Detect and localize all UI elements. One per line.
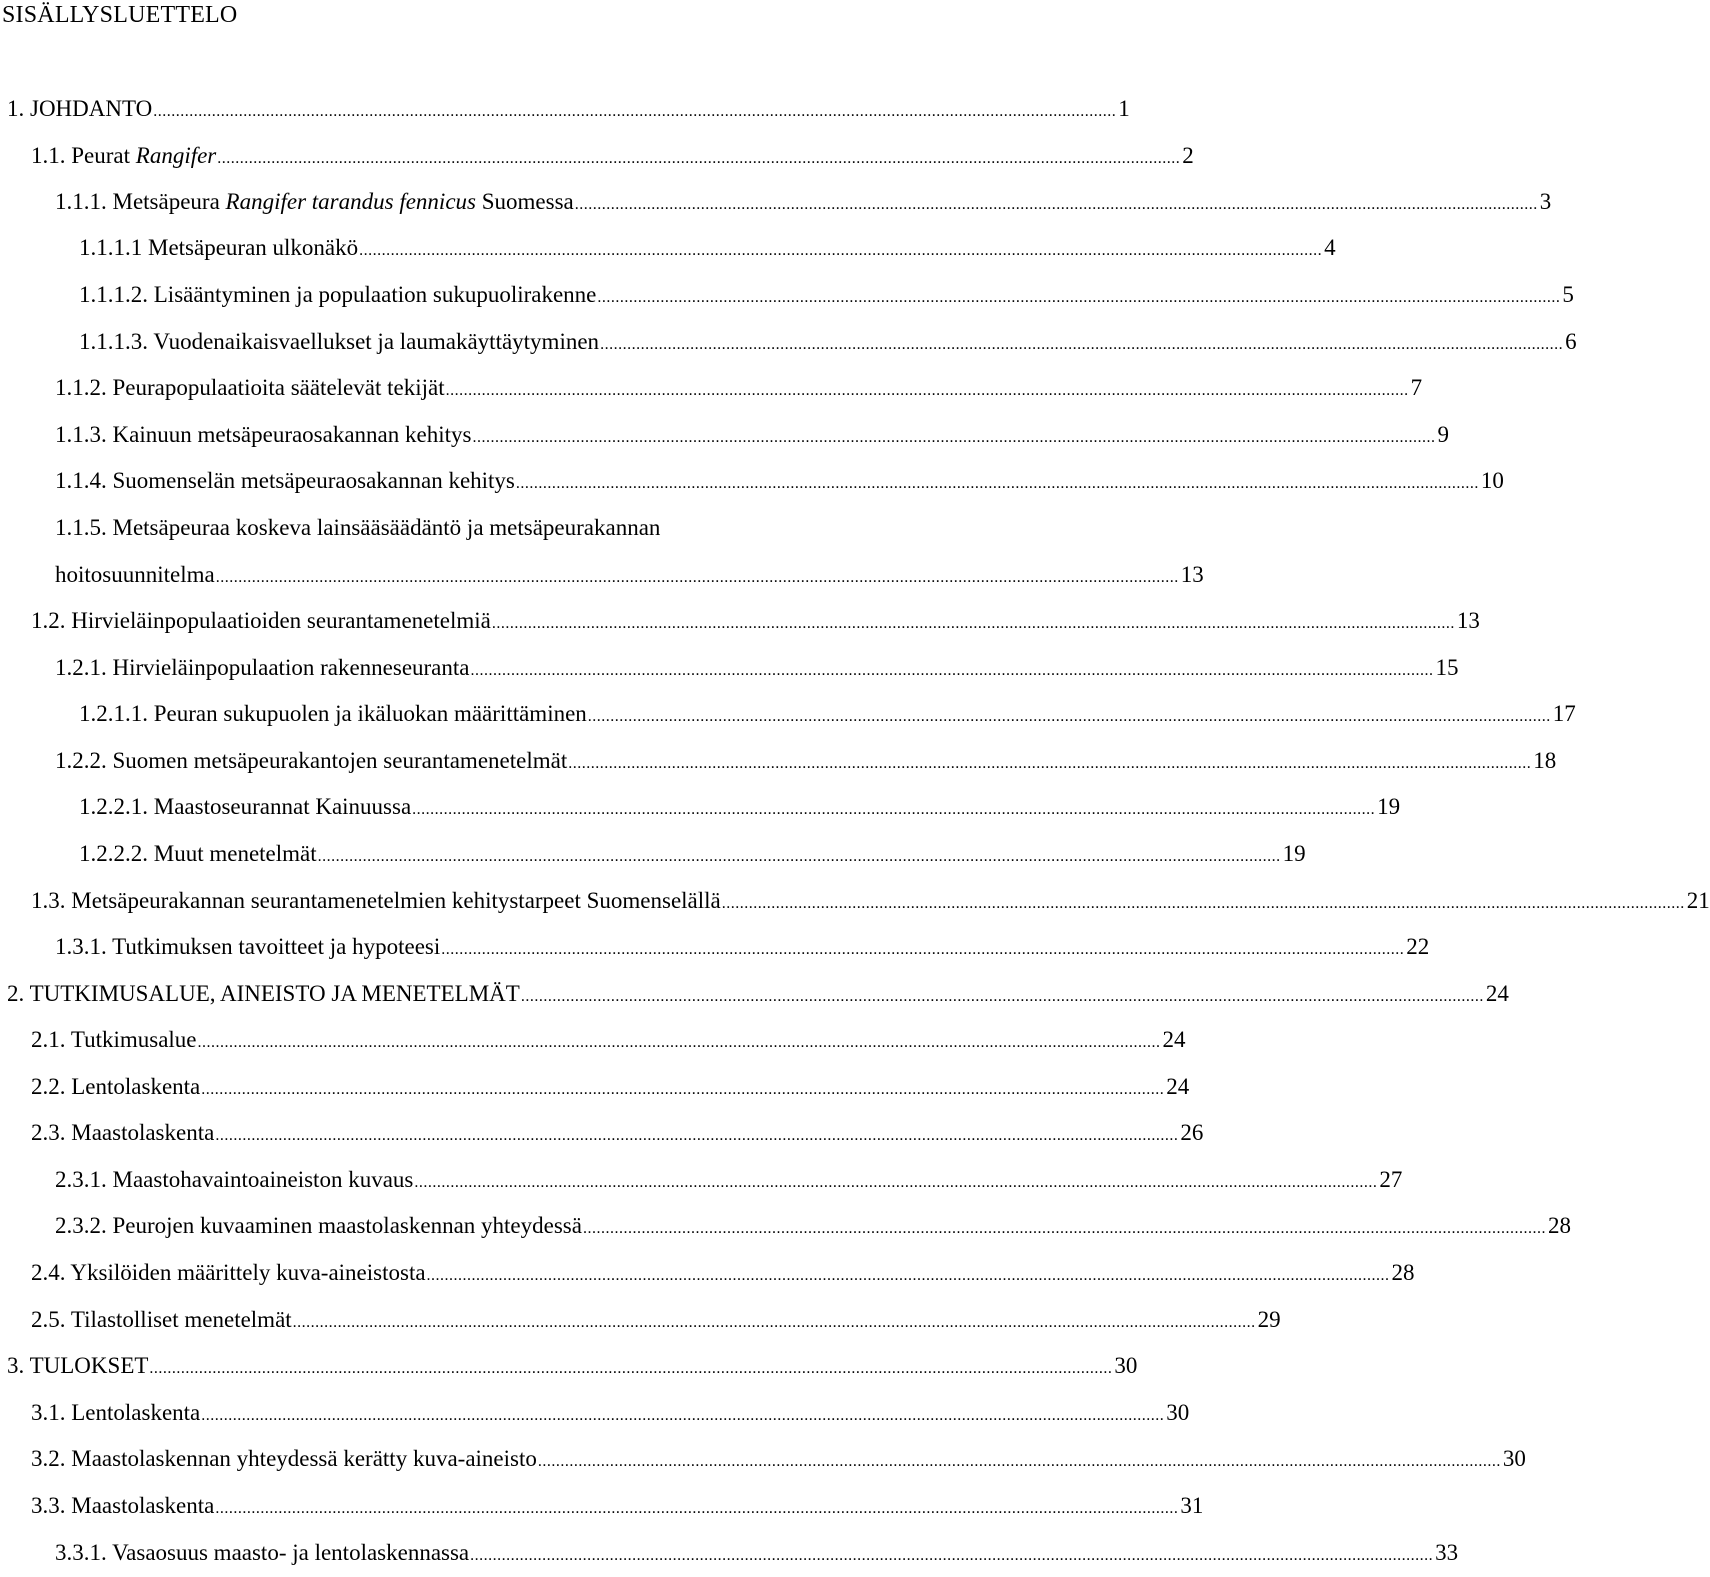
toc-page-number: 13 xyxy=(1456,608,1480,633)
dot-leader xyxy=(215,1494,1178,1524)
toc-page-number: 7 xyxy=(1410,375,1423,400)
toc-entry[interactable] xyxy=(0,1258,1415,1288)
dot-leader xyxy=(516,469,1479,499)
toc-entry-label: 1.1.1.2. Lisääntyminen ja populaation sukupuolirakenne xyxy=(79,282,597,307)
dot-leader xyxy=(471,656,1434,686)
toc-page-number: 3 xyxy=(1539,189,1552,214)
toc-entry[interactable] xyxy=(0,1351,1138,1381)
toc-page-number: 19 xyxy=(1377,794,1401,819)
toc-entry[interactable] xyxy=(0,1118,1204,1148)
toc-entry-label: 3.1. Lentolaskenta xyxy=(31,1400,201,1425)
toc-page-number: 26 xyxy=(1180,1120,1204,1145)
toc-entry-label: 1.3.1. Tutkimuksen tavoitteet ja hypoteesi xyxy=(55,934,441,959)
toc-entry[interactable] xyxy=(0,327,1577,357)
dot-leader xyxy=(583,1214,1546,1244)
toc-entry[interactable] xyxy=(0,187,1552,217)
dot-leader xyxy=(201,1401,1164,1431)
toc-entry[interactable] xyxy=(0,1072,1190,1102)
toc-entry-label: 1.1.3. Kainuun metsäpeuraosakannan kehitys xyxy=(55,422,472,447)
toc-entry[interactable] xyxy=(0,94,1130,124)
toc-entry-label: 1.1.1.3. Vuodenaikaisvaellukset ja laumakäyttäytyminen xyxy=(79,329,600,354)
toc-entry[interactable] xyxy=(0,560,1204,590)
toc-entry-label-continuation: hoitosuunnitelma xyxy=(55,562,215,587)
dot-leader xyxy=(215,1121,1178,1151)
toc-page-number: 4 xyxy=(1324,235,1336,260)
toc-entry-label: 1. JOHDANTO xyxy=(7,96,153,121)
toc-entry-label: 1.1.1.1 Metsäpeuran ulkonäkö xyxy=(79,235,359,260)
toc-entry-label: 3.2. Maastolaskennan yhteydessä kerätty kuva-aineisto xyxy=(31,1446,537,1471)
toc-entry-label: 3. TULOKSET xyxy=(7,1353,149,1378)
toc-page-number: 24 xyxy=(1485,981,1509,1006)
toc-page-number: 22 xyxy=(1406,934,1430,959)
dot-leader xyxy=(217,144,1180,174)
toc-entry-label: 1.2.1.1. Peuran sukupuolen ja ikäluokan määrittäminen xyxy=(79,701,587,726)
toc-page-number: 33 xyxy=(1435,1540,1459,1565)
toc-page-number: 1 xyxy=(1118,96,1130,121)
toc-entry[interactable] xyxy=(0,792,1401,822)
toc-entry-label: 1.1.4. Suomenselän metsäpeuraosakannan kehitys xyxy=(55,468,515,493)
toc-page-number: 31 xyxy=(1180,1493,1204,1518)
dot-leader xyxy=(597,283,1560,313)
toc-entry-label: 1.3. Metsäpeurakannan seurantamenetelmien kehitystarpeet Suomenselällä xyxy=(31,888,721,913)
dot-leader xyxy=(722,889,1685,919)
toc-entry[interactable] xyxy=(0,979,1509,1009)
toc-entry[interactable] xyxy=(0,1165,1403,1195)
toc-entry-label: 1.2.1. Hirvieläinpopulaation rakenneseuranta xyxy=(55,655,470,680)
toc-entry[interactable] xyxy=(0,420,1449,450)
toc-entry[interactable] xyxy=(0,141,1194,171)
toc-entry-label: 2.3. Maastolaskenta xyxy=(31,1120,215,1145)
toc-page-number: 24 xyxy=(1162,1027,1186,1052)
toc-entry-label: 1.1.1. Metsäpeura Rangifer tarandus fennicus Suomessa xyxy=(55,189,574,214)
toc-entry-label: 3.3. Maastolaskenta xyxy=(31,1493,215,1518)
toc-entry[interactable] xyxy=(0,373,1423,403)
dot-leader xyxy=(216,563,1179,593)
toc-entry[interactable] xyxy=(0,886,1710,916)
toc-entry-label: 1.1.2. Peurapopulaatioita säätelevät tekijät xyxy=(55,375,445,400)
toc-entry[interactable] xyxy=(0,466,1504,496)
toc-entry[interactable] xyxy=(0,699,1576,729)
dot-leader xyxy=(153,97,1116,127)
toc-entry-label: 2.1. Tutkimusalue xyxy=(31,1027,197,1052)
toc-page-number: 10 xyxy=(1480,468,1504,493)
toc-heading: SISÄLLYSLUETTELO xyxy=(2,2,238,28)
dot-leader xyxy=(412,795,1375,825)
toc-entry-label: 2. TUTKIMUSALUE, AINEISTO JA MENETELMÄT xyxy=(7,981,520,1006)
toc-entry-label: 1.1. Peurat Rangifer xyxy=(31,143,217,168)
toc-page-number: 19 xyxy=(1282,841,1306,866)
toc-entry-label: 2.5. Tilastolliset menetelmät xyxy=(31,1307,292,1332)
dot-leader xyxy=(359,236,1322,266)
toc-entry[interactable] xyxy=(0,839,1306,869)
dot-leader xyxy=(575,190,1538,220)
dot-leader xyxy=(538,1447,1501,1477)
toc-page-number: 28 xyxy=(1391,1260,1415,1285)
toc-page-number: 5 xyxy=(1562,282,1574,307)
toc-entry[interactable] xyxy=(0,1025,1186,1055)
toc-entry-label: 1.2. Hirvieläinpopulaatioiden seurantamenetelmiä xyxy=(31,608,491,633)
dot-leader xyxy=(149,1354,1112,1384)
toc-page-number: 21 xyxy=(1686,888,1710,913)
dot-leader xyxy=(588,702,1551,732)
toc-entry-label: 1.2.2.1. Maastoseurannat Kainuussa xyxy=(79,794,412,819)
toc-page-number: 30 xyxy=(1166,1400,1190,1425)
toc-entry[interactable] xyxy=(0,746,1557,776)
dot-leader xyxy=(198,1028,1161,1058)
toc-entry[interactable] xyxy=(0,233,1336,263)
toc-entry[interactable] xyxy=(0,1398,1190,1428)
toc-entry[interactable] xyxy=(0,606,1480,636)
toc-page-number: 17 xyxy=(1552,701,1576,726)
toc-entry[interactable] xyxy=(0,653,1459,683)
toc-entry-label-first-line[interactable]: 1.1.5. Metsäpeuraa koskeva lainsääsäädäntö ja metsäpeurakannan xyxy=(55,515,661,540)
dot-leader xyxy=(293,1308,1256,1338)
dot-leader xyxy=(414,1168,1377,1198)
toc-page-number: 9 xyxy=(1437,422,1449,447)
toc-entry-label: 2.2. Lentolaskenta xyxy=(31,1074,201,1099)
toc-entry[interactable] xyxy=(0,1211,1571,1241)
toc-entry[interactable] xyxy=(0,280,1574,310)
toc-entry-label: 3.3.1. Vasaosuus maasto- ja lentolaskennassa xyxy=(55,1540,470,1565)
toc-entry-label: 1.2.2. Suomen metsäpeurakantojen seurantamenetelmät xyxy=(55,748,568,773)
toc-page-number: 30 xyxy=(1502,1446,1526,1471)
toc-page-number: 29 xyxy=(1257,1307,1281,1332)
toc-entry[interactable] xyxy=(0,1444,1526,1474)
toc-entry-label: 2.3.1. Maastohavaintoaineiston kuvaus xyxy=(55,1167,414,1192)
toc-page-number: 2 xyxy=(1182,143,1194,168)
dot-leader xyxy=(441,935,1404,965)
dot-leader xyxy=(600,330,1563,360)
toc-entry-label: 1.2.2.2. Muut menetelmät xyxy=(79,841,317,866)
dot-leader xyxy=(318,842,1281,872)
toc-entry[interactable] xyxy=(0,932,1430,962)
dot-leader xyxy=(472,423,1435,453)
dot-leader xyxy=(201,1075,1164,1105)
toc-page-number: 15 xyxy=(1435,655,1459,680)
dot-leader xyxy=(446,376,1409,406)
toc-page-number: 30 xyxy=(1114,1353,1138,1378)
dot-leader xyxy=(470,1541,1433,1571)
toc-page-number: 28 xyxy=(1547,1213,1571,1238)
toc-entry-label: 2.4. Yksilöiden määrittely kuva-aineistosta xyxy=(31,1260,426,1285)
toc-entry-label: 2.3.2. Peurojen kuvaaminen maastolaskennan yhteydessä xyxy=(55,1213,582,1238)
toc-page-number: 13 xyxy=(1180,562,1204,587)
toc-entry[interactable] xyxy=(0,1538,1459,1568)
dot-leader xyxy=(568,749,1531,779)
toc-page-number: 27 xyxy=(1379,1167,1403,1192)
toc-entry[interactable] xyxy=(0,1305,1281,1335)
dot-leader xyxy=(492,609,1455,639)
toc-entry[interactable] xyxy=(0,1491,1204,1521)
dot-leader xyxy=(521,982,1484,1012)
toc-page-number: 24 xyxy=(1166,1074,1190,1099)
toc-page-number: 18 xyxy=(1533,748,1557,773)
dot-leader xyxy=(427,1261,1390,1291)
toc-page-number: 6 xyxy=(1565,329,1577,354)
